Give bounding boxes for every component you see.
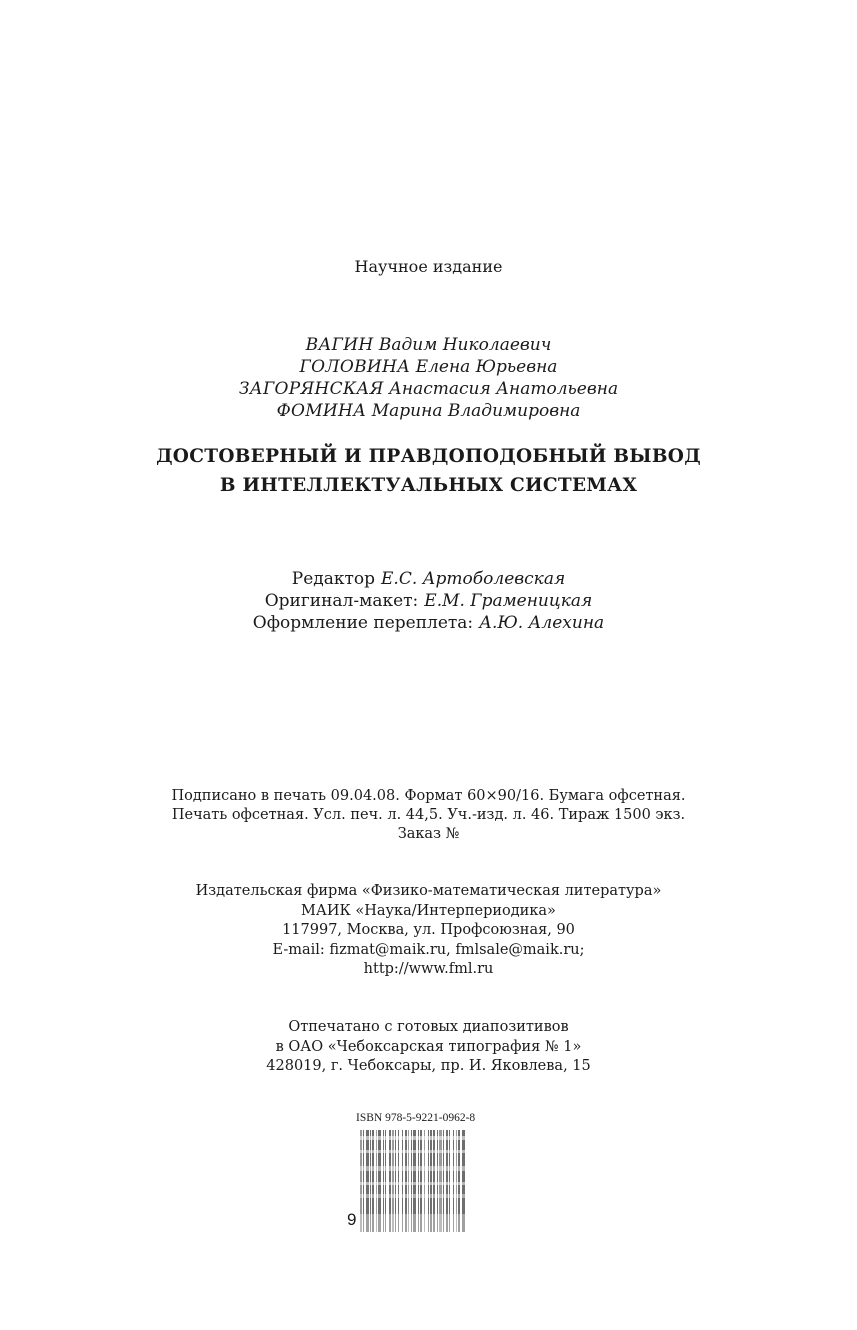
book-title-line-1: ДОСТОВЕРНЫЙ И ПРАВДОПОДОБНЫЙ ВЫВОД	[156, 446, 701, 467]
author-surname: ЗАГОРЯНСКАЯ	[238, 379, 384, 399]
author-given-name: Анастасия Анатольевна	[389, 379, 619, 399]
credit-role: Оформление переплета:	[252, 613, 474, 633]
edition-type: Научное издание	[354, 257, 503, 276]
book-title	[0, 442, 857, 500]
credit-name: Е.С. Артоболевская	[381, 569, 566, 589]
printer-block	[0, 1018, 857, 1077]
book-title-line-2: В ИНТЕЛЛЕКТУАЛЬНЫХ СИСТЕМАХ	[219, 475, 638, 496]
imprint-line: Печать офсетная. Усл. печ. л. 44,5. Уч.-изд. л. 46. Тираж 1500 экз.	[171, 807, 686, 823]
author-line	[0, 334, 857, 356]
barcode-lead-digit: 9	[347, 1210, 357, 1229]
credit-name: Е.М. Граменицкая	[424, 591, 593, 611]
author-given-name: Елена Юрьевна	[415, 357, 558, 377]
authors-block	[0, 334, 857, 422]
credit-line-layout	[0, 590, 857, 612]
barcode-shading	[359, 1136, 505, 1140]
barcode-shading	[359, 1182, 505, 1185]
isbn-barcode	[345, 1130, 505, 1232]
barcode-shading	[359, 1166, 505, 1171]
author-surname: ФОМИНА	[276, 401, 367, 421]
publisher-line: МАИК «Наука/Интерпериодика»	[301, 902, 556, 919]
credit-line-cover	[0, 612, 857, 634]
credit-role: Редактор	[291, 569, 376, 589]
author-given-name: Марина Владимировна	[371, 401, 581, 421]
barcode-shading	[359, 1214, 505, 1232]
isbn-label: ISBN 978-5-9221-0962-8	[356, 1112, 476, 1124]
credits-block	[0, 568, 857, 634]
printer-line: Отпечатано с готовых диапозитивов	[288, 1019, 569, 1035]
credit-name: А.Ю. Алехина	[479, 613, 605, 633]
author-surname: ГОЛОВИНА	[299, 357, 411, 377]
imprint-line: Заказ №	[397, 826, 460, 842]
author-given-name: Вадим Николаевич	[378, 335, 552, 355]
printer-address: 428019, г. Чебоксары, пр. И. Яковлева, 15	[266, 1058, 591, 1074]
imprint-block	[0, 787, 857, 844]
publisher-website: http://www.fml.ru	[363, 961, 494, 977]
author-line	[0, 356, 857, 378]
author-line	[0, 378, 857, 400]
author-line	[0, 400, 857, 422]
barcode-shading	[359, 1150, 505, 1153]
publisher-block	[0, 882, 857, 980]
credit-line-editor	[0, 568, 857, 590]
publisher-email: E-mail: fizmat@maik.ru, fmlsale@maik.ru;	[272, 941, 585, 958]
credit-role: Оригинал-макет:	[264, 591, 419, 611]
publisher-address: 117997, Москва, ул. Профсоюзная, 90	[282, 922, 575, 938]
printer-line: в ОАО «Чебоксарская типография № 1»	[275, 1038, 582, 1055]
publisher-line: Издательская фирма «Физико-математическая литература»	[195, 883, 662, 899]
imprint-line: Подписано в печать 09.04.08. Формат 60×90/16. Бумага офсетная.	[171, 788, 686, 804]
author-surname: ВАГИН	[305, 335, 374, 355]
barcode-image	[359, 1130, 505, 1232]
barcode-shading	[359, 1194, 505, 1198]
